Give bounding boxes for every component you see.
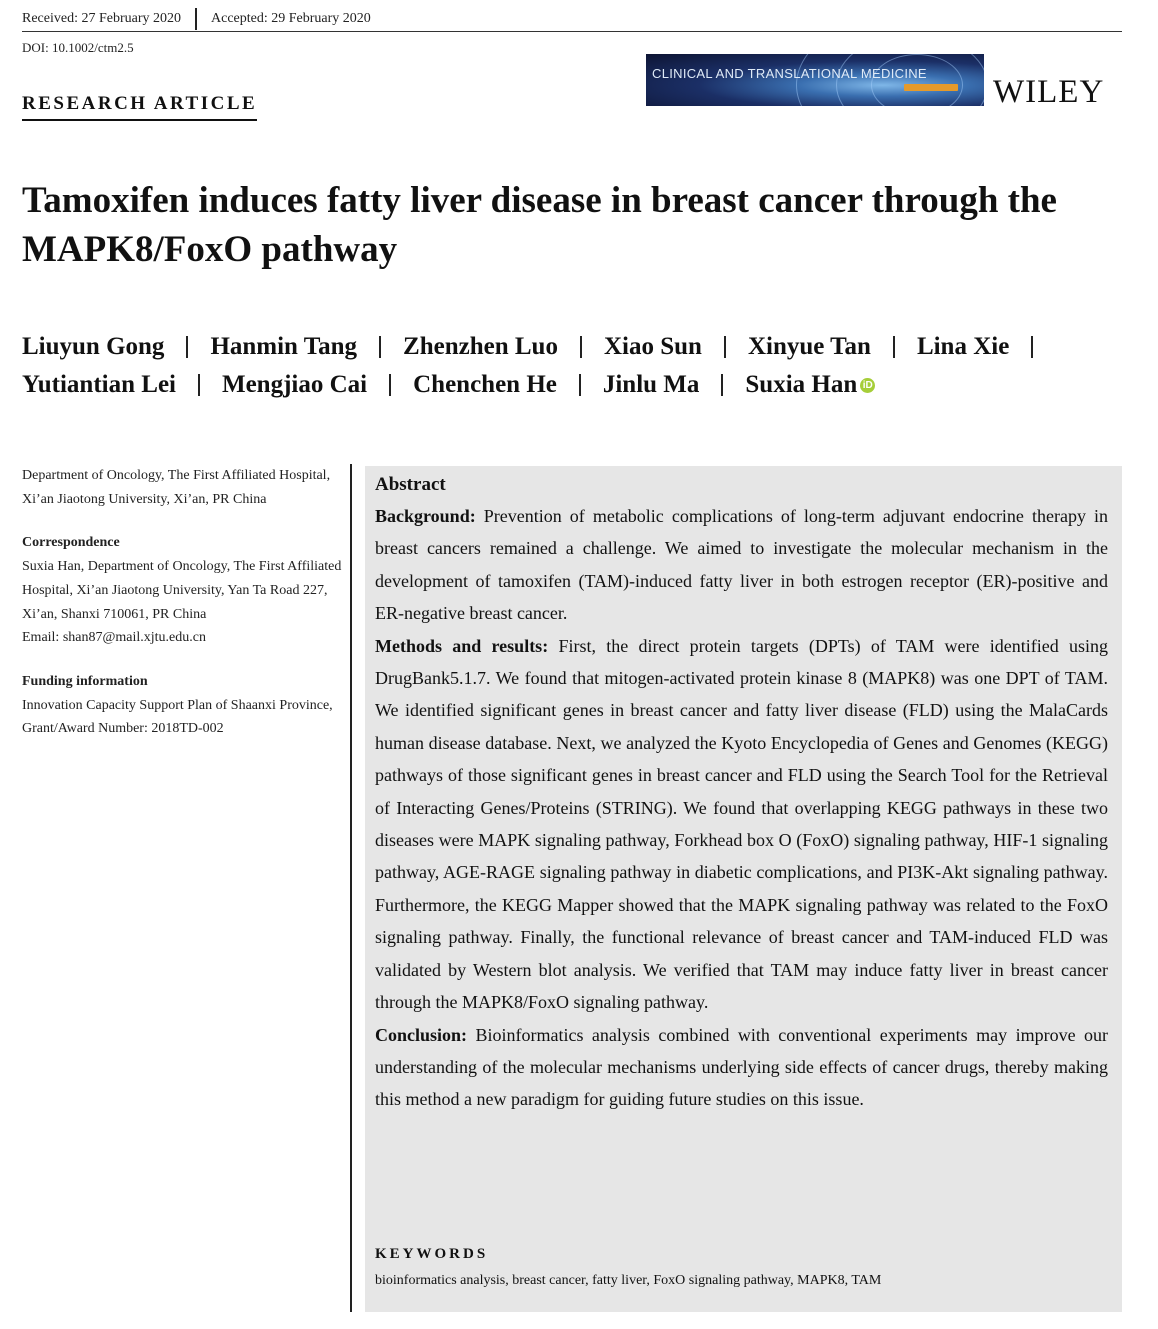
author-separator <box>580 336 582 358</box>
abstract-conclusion <box>375 1019 1108 1116</box>
author-name[interactable]: Jinlu Ma <box>602 371 700 398</box>
author-separator <box>893 336 895 358</box>
author-separator <box>724 336 726 358</box>
author-name[interactable]: Mengjiao Cai <box>221 371 368 398</box>
journal-banner[interactable] <box>646 54 984 106</box>
correspondence-text: Suxia Han, Department of Oncology, The First Affiliated Hospital, Xi’an Jiaotong University, Yan Ta Road 227, Xi’an, Shanxi 710061, PR China <box>22 559 342 622</box>
background-text: Prevention of metabolic complications of long-term adjuvant endocrine therapy in breast cancers remained a challenge. We aimed to investigate the molecular mechanism in the development of tamoxifen (TAM)-induced fatty liver in both estrogen receptor (ER)-positive and ER-negative breast cancer. <box>375 506 1108 624</box>
affiliation: Department of Oncology, The First Affiliated Hospital, Xi’an Jiaotong University, Xi’an, PR China <box>22 468 331 507</box>
conclusion-label: Conclusion: <box>375 1024 468 1045</box>
abstract-background <box>375 500 1108 630</box>
author-name[interactable]: Xiao Sun <box>603 333 702 360</box>
author-name[interactable]: Hanmin Tang <box>210 333 358 360</box>
author-name[interactable]: Chenchen He <box>413 371 557 398</box>
keywords-block <box>375 1246 1108 1289</box>
orcid-icon[interactable]: iD <box>860 378 875 393</box>
correspondence-block <box>22 531 344 650</box>
author-separator <box>198 374 200 396</box>
keywords-heading: KEYWORDS <box>375 1246 489 1262</box>
methods-text: First, the direct protein targets (DPTs) of TAM were identified using DrugBank5.1.7. We found that mitogen-activated protein kinase 8 (MAPK8) was one DPT of TAM. We identified significant genes in breast cancer and fatty liver disease (FLD) using the MalaCards human disease database. Next, we analyzed the Kyoto Encyclopedia of Genes and Genomes (KEGG) pathways of those significant genes in breast cancer and FLD using the Search Tool for the Retrieval of Interacting Genes/Proteins (STRING). We found that overlapping KEGG pathways in these two diseases were MAPK signaling pathway, Forkhead box O (FoxO) signaling pathway, HIF-1 signaling pathway, AGE-RAGE signaling pathway in diabetic complications, and PI3K-Akt signaling pathway. Furthermore, the KEGG Mapper showed that the MAPK signaling pathway was related to the FoxO signaling pathway. Finally, the functional relevance of breast cancer and TAM-induced FLD was validated by Western blot analysis. We verified that TAM may induce fatty liver in breast cancer through the MAPK8/FoxO signaling pathway. <box>375 635 1109 1013</box>
header-rule <box>22 31 1122 32</box>
article-title: Tamoxifen induces fatty liver disease in breast cancer through the MAPK8/FoxO pathway <box>22 180 1057 270</box>
publication-dates <box>22 8 371 30</box>
article-type: RESEARCH ARTICLE <box>22 93 257 121</box>
abstract-box <box>365 466 1122 1312</box>
author-name[interactable]: Yutiantian Lei <box>22 371 176 398</box>
dates-separator <box>195 8 197 30</box>
background-label: Background: <box>375 506 476 526</box>
correspondence-heading: Correspondence <box>22 535 120 551</box>
author-separator <box>1031 336 1033 358</box>
author-separator <box>721 374 723 396</box>
funding-block <box>22 670 344 741</box>
author-separator <box>186 336 188 358</box>
doi[interactable]: DOI: 10.1002/ctm2.5 <box>22 40 134 55</box>
abstract-methods <box>375 630 1108 1019</box>
abstract-heading: Abstract <box>375 474 446 495</box>
author-separator <box>379 336 381 358</box>
conclusion-text: Bioinformatics analysis combined with conventional experiments may improve our understanding of the molecular mechanisms underlying side effects of cancer drugs, thereby making this method a new paradigm for guiding future studies on this issue. <box>375 1024 1109 1110</box>
journal-name: CLINICAL AND TRANSLATIONAL MEDICINE <box>652 66 927 81</box>
author-name[interactable]: Xinyue Tan <box>747 333 871 360</box>
article-info-column <box>22 464 344 761</box>
author-separator <box>579 374 581 396</box>
publisher-logo: WILEY <box>993 74 1105 110</box>
keywords-text: bioinformatics analysis, breast cancer, fatty liver, FoxO signaling pathway, MAPK8, TAM <box>375 1273 882 1288</box>
received-date: Received: 27 February 2020 <box>22 11 182 26</box>
accepted-date: Accepted: 29 February 2020 <box>211 11 371 26</box>
open-access-badge <box>904 84 958 91</box>
abstract-content <box>375 474 1108 1116</box>
author-name[interactable]: Liuyun Gong <box>22 333 165 360</box>
author-name[interactable]: Zhenzhen Luo <box>403 333 558 360</box>
author-name[interactable]: Lina Xie <box>916 333 1010 360</box>
funding-heading: Funding information <box>22 673 148 689</box>
funding-text: Innovation Capacity Support Plan of Shaanxi Province, Grant/Award Number: 2018TD-002 <box>22 697 333 737</box>
author-list-row-1 <box>22 333 1055 361</box>
column-divider <box>350 464 352 1312</box>
author-separator <box>389 374 391 396</box>
methods-label: Methods and results: <box>375 635 549 656</box>
author-name[interactable]: Suxia Han <box>745 371 858 398</box>
correspondence-email[interactable]: Email: shan87@mail.xjtu.edu.cn <box>22 630 206 646</box>
author-list-row-2 <box>22 371 875 399</box>
